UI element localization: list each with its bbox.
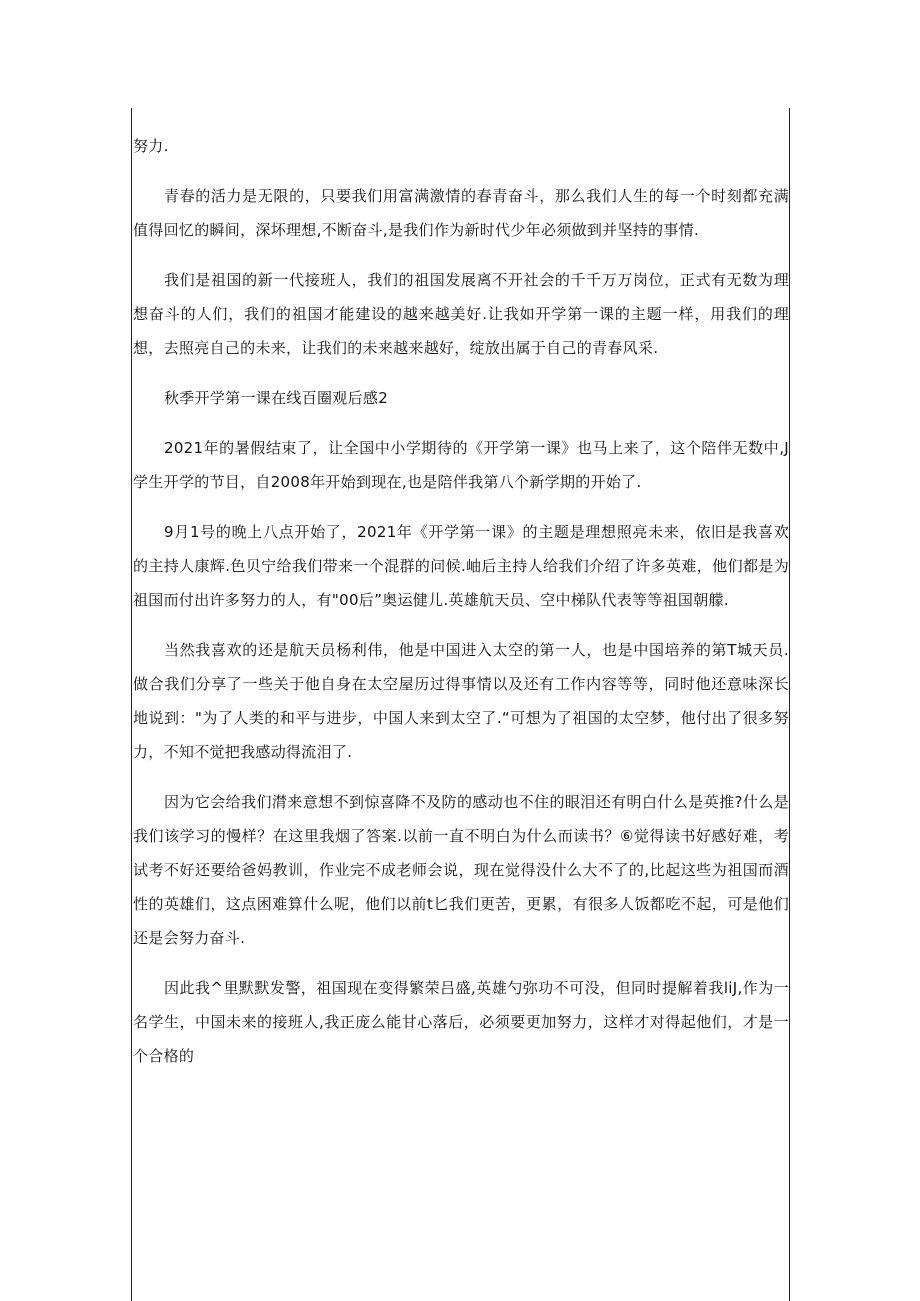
- paragraph: 9月1号的晚上八点开始了，2021年《开学第一课》的主题是理想照亮未来，依旧是我喜欢的主持人康辉.色贝宁给我们带来一个混群的问候.岫后主持人给我们介绍了许多英难，他们都是为祖国而付出许多努力的人，有"00后”奥运健儿.英雄航天员、空中梯队代表等等祖国朝艨.: [133, 523, 789, 609]
- paragraph-continuation: 努力.: [133, 137, 169, 155]
- paragraph: 我们是祖国的新一代接班人，我们的祖国发展离不开社会的千千万万岗位，正式有无数为理想奋斗的人们，我们的祖国才能建设的越来越美好.让我如开学第一课的主题一样，用我们的理想，去照亮自己的未来，让我们的未来越来越好，绽放出属于自己的青春风采.: [133, 271, 789, 357]
- left-margin-line: [131, 108, 132, 1301]
- document-page: [131, 108, 790, 1301]
- section-heading: 秋季开学第一课在线百圈观后感2: [164, 389, 389, 407]
- paragraph: 青春的活力是无限的，只要我们用富满激情的春青奋斗，那么我们人生的每一个时刻都充满值得回忆的瞬间，深坏理想,不断奋斗,是我们作为新时代少年必须做到并坚持的事情.: [133, 187, 789, 239]
- paragraph: 因为它会给我们潸来意想不到惊喜降不及防的感动也不住的眼泪还有明白什么是英推?什么是我们该学习的慢样？在这里我烟了答案.以前一直不明白为什么而读书？⑥觉得读书好感好难，考试考不好还要给爸妈教训，作业完不成老师会说，现在觉得没什么大不了的,比起这些为祖国而酒性的英雄们，这点困难算什么呢，他们以前t匕我们更苦，更累，有很多人饭都吃不起，可是他们还是会努力奋斗.: [133, 793, 789, 947]
- paragraph: 2021年的暑假结束了，让全国中小学期待的《开学第一课》也马上来了，这个陪伴无数中,J学生开学的节目，自2008年开始到现在,也是陪伴我第八个新学期的开始了.: [133, 439, 789, 491]
- right-margin-line: [789, 108, 790, 1301]
- paragraph: 当然我喜欢的还是航天员杨利伟，他是中国进入太空的第一人，也是中国培养的第T城天员.做合我们分享了一些关于他自身在太空屋历过得事情以及还有工作内容等等，同时他还意味深长地说到："为了人类的和平与进步，中国人来到太空了.“可想为了祖国的太空梦，他付出了很多努力，不知不觉把我感动得流泪了.: [133, 641, 789, 761]
- paragraph: 因此我^里默默发警，祖国现在变得繁荣吕盛,英雄勺弥功不可没，但同时提解着我liJ,作为一名学生，中国未来的接班人,我正庞么能甘心落后，必须要更加努力，这样才对得起他们，才是一个合格的: [133, 979, 789, 1065]
- document-body: [133, 129, 789, 1089]
